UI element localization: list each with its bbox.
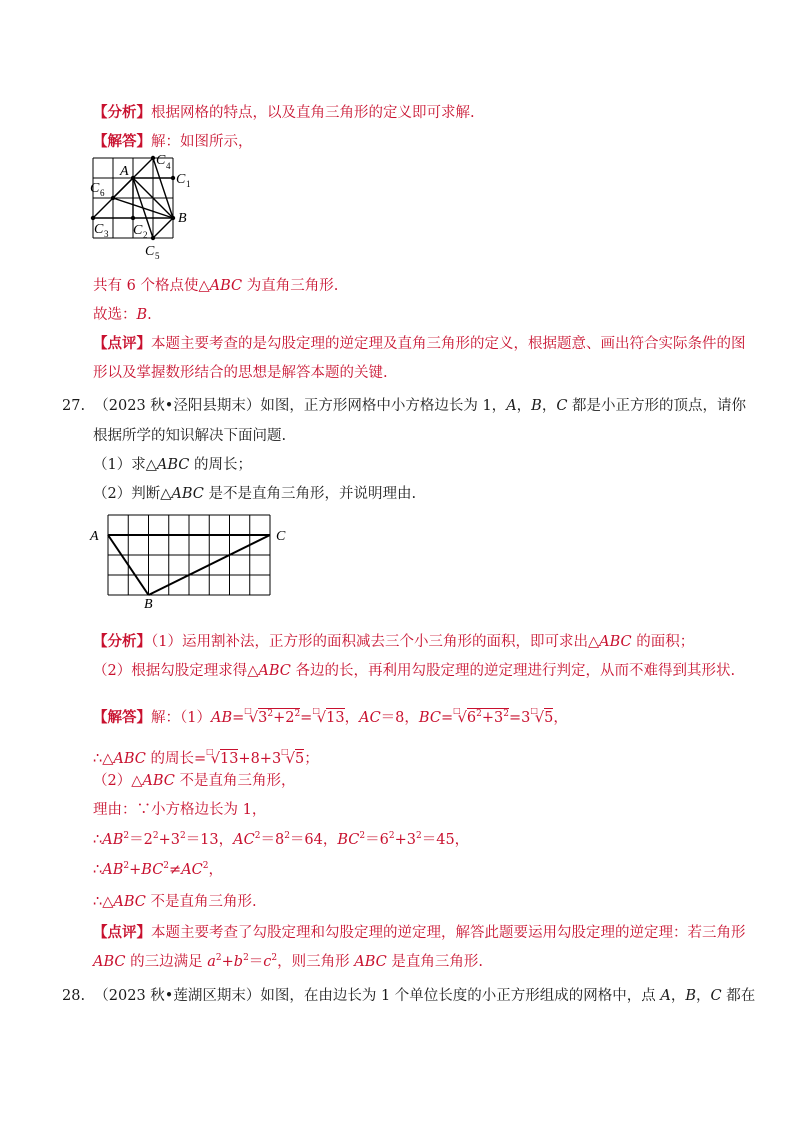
sq-ab-val2: +3 [158, 832, 180, 848]
q28-stem-b: 都在 [721, 988, 756, 1004]
answer-text: 解：如图所示， [151, 134, 253, 150]
q27-analysis-tag: 【分析】 [93, 633, 151, 650]
comment-exp-2: 2 [243, 953, 249, 963]
sq-ac-val2: ＝64， [289, 832, 338, 848]
comment-plus: + [221, 954, 234, 970]
sq-bc-val2: +3 [394, 832, 416, 848]
exp-3: 2 [476, 709, 482, 719]
radical-index-1: □ [244, 706, 252, 715]
comment-abc-2: ABC [354, 954, 387, 970]
label-a-2: A [90, 529, 99, 544]
sq-ab-val3: ＝13， [185, 832, 234, 848]
neq-exp-2: 2 [163, 861, 170, 871]
q27-a: A [506, 398, 517, 414]
q27-comment-1 [93, 923, 746, 943]
choice-label: 故选： [93, 307, 137, 323]
neq-end: ， [208, 862, 223, 878]
label-c6: C [90, 181, 100, 196]
sq-bc: BC [337, 832, 360, 848]
radical-index-3: □ [453, 706, 461, 715]
q27-comma-2: ， [541, 398, 557, 414]
comment-line-2 [93, 363, 388, 383]
q27-analysis-abc-2: ABC [258, 663, 291, 679]
label-c6-sub: 6 [100, 188, 105, 198]
label-a: A [120, 164, 129, 179]
q28-comma-1: ， [670, 988, 686, 1004]
q27-ab: AB [210, 710, 233, 726]
label-b: B [178, 211, 187, 226]
q27-stem-1 [62, 396, 746, 416]
comment-line-1 [93, 334, 746, 354]
neq-plus: + [129, 862, 142, 878]
sq-ac-val: ＝8 [260, 832, 285, 848]
radicand-bc-b: +3 [481, 710, 504, 726]
concl-abc: ABC [113, 894, 146, 910]
concl-a: ∴△ [93, 894, 114, 910]
q28-c: C [710, 988, 722, 1004]
sq-exp-4: 2 [254, 831, 261, 841]
exp-1: 2 [267, 709, 274, 719]
part2-abc: ABC [142, 773, 175, 789]
neq-therefore: ∴ [93, 862, 103, 878]
label-c2: C [133, 223, 143, 238]
sq-exp-1: 2 [123, 831, 130, 841]
q27-analysis-abc-1: ABC [599, 634, 632, 650]
q27-sub1-a: （1）求△ [93, 457, 157, 473]
neq-exp-3: 2 [202, 861, 209, 871]
q27-inequality [93, 860, 223, 880]
radicand-ab-a: 3 [258, 710, 268, 726]
sq-exp-5: 2 [284, 831, 290, 841]
q27-sub2-b: 是不是直角三角形，并说明理由. [203, 486, 417, 502]
q28-a: A [660, 988, 671, 1004]
q27-comment-2 [93, 952, 483, 972]
radical-index-6: □ [281, 747, 289, 756]
comment-a: a [207, 954, 216, 970]
choice-end: . [147, 307, 152, 323]
sq-exp-3: 2 [179, 831, 186, 841]
count-abc: ABC [209, 278, 243, 294]
q27-sub2-abc: ABC [171, 486, 204, 502]
q27-comma-3: ， [344, 710, 360, 726]
analysis-tag: 【分析】 [93, 104, 151, 121]
q27-stem-text-a: （2023 秋•泾阳县期末）如图，正方形网格中小方格边长为 1， [94, 398, 507, 414]
q27-comma-4: ， [553, 710, 568, 726]
radicand-ab [258, 708, 300, 726]
sq-exp-2: 2 [152, 831, 159, 841]
count-text-b: 为直角三角形. [242, 278, 339, 294]
q27-sub1-abc: ABC [156, 457, 190, 473]
comment-c: c [263, 954, 272, 970]
label-c4: C [156, 153, 166, 168]
comment-tag: 【点评】 [93, 335, 151, 352]
q27-comma-1: ， [516, 398, 532, 414]
q27-comment-tag: 【点评】 [93, 924, 151, 941]
q27-sub1-b: 的周长； [189, 457, 252, 473]
analysis-line [93, 103, 475, 123]
radicand-bc [467, 708, 509, 726]
label-b-2: B [144, 597, 153, 612]
q27-conclusion [93, 892, 257, 912]
q27-perimeter: ∴△ABC 的周长=□√13+8+3□√5； [93, 747, 319, 767]
q27-sub-2 [93, 484, 416, 504]
sq-exp-7: 2 [388, 831, 395, 841]
count-line [93, 276, 338, 296]
label-c2-sub: 2 [143, 230, 148, 240]
radicand-13: 13 [326, 710, 345, 726]
q27-reason: 理由：∵小方格边长为 1， [93, 802, 267, 818]
label-c5-sub: 5 [155, 251, 160, 261]
count-text-a: 共有 6 个格点使△ [93, 278, 210, 294]
comment-exp-1: 2 [215, 953, 222, 963]
radical-index-4: □ [530, 706, 538, 715]
q28-b: B [685, 988, 697, 1004]
label-c3: C [94, 222, 104, 237]
q27-ac: AC [359, 710, 381, 726]
neq-ac: AC [181, 862, 203, 878]
answer-tag: 【解答】 [93, 133, 151, 150]
sq-exp-8: 2 [415, 831, 422, 841]
concl-b: 不是直角三角形. [145, 894, 257, 910]
comment-eq: ＝ [248, 954, 264, 970]
q28-stem-a: （2023 秋•莲湖区期末）如图，在由边长为 1 个单位长度的小正方形组成的网格中，点 [94, 988, 661, 1004]
comment-b: b [233, 954, 244, 970]
perim-abc: ABC [113, 751, 146, 767]
perim-b: 的周长= [145, 751, 207, 767]
comment-exp-3: 2 [271, 953, 278, 963]
q27-analysis-1b: 的面积； [631, 634, 695, 650]
radical-index-2: □ [312, 706, 320, 715]
sq-bc-val3: ＝45， [421, 832, 470, 848]
q27-eq-1: = [232, 710, 245, 726]
neq-ab: AB [102, 862, 124, 878]
label-c5: C [145, 244, 155, 259]
radicand-bc-a: 6 [466, 710, 477, 726]
sq-bc-val: ＝6 [365, 832, 389, 848]
q27-sub-1 [93, 455, 252, 475]
q27-answer-tag: 【解答】 [93, 709, 151, 726]
exp-2: 2 [294, 709, 301, 719]
answer-line [93, 132, 253, 152]
q27-ac-val: ＝8， [380, 710, 419, 726]
sq-exp-6: 2 [359, 831, 366, 841]
perim-a: ∴△ [93, 751, 114, 767]
q27-b: B [531, 398, 542, 414]
q27-part2 [93, 771, 296, 791]
neq-exp-1: 2 [123, 861, 130, 871]
perim-radicand-13: 13 [219, 751, 239, 767]
neq-symbol: ≠ [169, 862, 182, 878]
q27-answer-a: 解：（1） [151, 710, 211, 726]
grid-figure-1 [85, 150, 205, 265]
q27-comment-text-1: 本题主要考查了勾股定理和勾股定理的逆定理，解答此题要运用勾股定理的逆定理：若三角形 [151, 925, 746, 941]
choice-value: B [136, 307, 148, 323]
q28-stem [62, 986, 755, 1006]
exp-4: 2 [503, 709, 509, 719]
neq-bc: BC [141, 862, 164, 878]
q27-c: C [556, 398, 568, 414]
q27-answer-1: 【解答】解：$(1)AB=^□√3^2+2^2=^□√13$，AC＝8，$BC=^□√6^2+3^2=3^□√5$， [93, 706, 568, 726]
part2-b: 不是直角三角形， [174, 773, 296, 789]
label-c1: C [176, 172, 186, 187]
radicand-ab-b: +2 [273, 710, 295, 726]
q27-analysis-2 [93, 661, 735, 681]
comment-text-2: 形以及掌握数形结合的思想是解答本题的关键. [93, 365, 388, 381]
perim-radicand-5: 5 [294, 751, 305, 767]
perim-c: +8+3 [238, 751, 282, 767]
comment-abc-1: ABC [93, 954, 126, 970]
q27-analysis-2a: （2）根据勾股定理求得△ [93, 663, 259, 679]
comment-text-1: 本题主要考查的是勾股定理的逆定理及直角三角形的定义，根据题意、画出符合实际条件的图 [151, 336, 746, 352]
q27-stem-text-b: 都是小正方形的顶点，请你 [567, 398, 747, 414]
q27-sub2-a: （2）判断△ [93, 486, 172, 502]
grid-figure-2 [85, 505, 295, 615]
radicand-5: 5 [544, 710, 554, 726]
sq-therefore: ∴ [93, 832, 103, 848]
sq-ab: AB [102, 832, 124, 848]
part2-a: （2）△ [93, 773, 143, 789]
q27-analysis-1a: （1）运用割补法，正方形的面积减去三个小三角形的面积，即可求出△ [151, 634, 600, 650]
label-c4-sub: 4 [166, 161, 171, 171]
analysis-text: 根据网格的特点，以及直角三角形的定义即可求解. [151, 105, 475, 121]
q27-analysis-2b: 各边的长，再利用勾股定理的逆定理进行判定，从而不难得到其形状. [290, 663, 736, 679]
comment-2b: ，则三角形 [277, 954, 355, 970]
q27-squares [93, 830, 469, 850]
label-c3-sub: 3 [104, 229, 109, 239]
choice-line [93, 305, 152, 325]
label-c-2: C [276, 529, 286, 544]
q28-number: 28. [62, 988, 86, 1004]
sq-ab-val: ＝2 [129, 832, 153, 848]
q27-eq-2: = [300, 710, 313, 726]
q28-comma-2: ， [696, 988, 711, 1004]
grid-lines-2 [108, 515, 270, 595]
q27-eq-3: = [440, 710, 454, 726]
label-c1-sub: 1 [186, 179, 191, 189]
sq-ac: AC [233, 832, 255, 848]
q27-stem-2: 根据所学的知识解决下面问题. [93, 428, 287, 444]
q27-bc: BC [418, 710, 441, 726]
radical-index-5: □ [206, 747, 214, 756]
q27-bc-res: =3 [508, 710, 531, 726]
comment-2c: 是直角三角形. [386, 954, 483, 970]
comment-2a: 的三边满足 [125, 954, 208, 970]
perim-semi: ； [304, 751, 319, 767]
q27-number: 27. [62, 398, 86, 414]
q27-analysis-1 [93, 632, 694, 652]
